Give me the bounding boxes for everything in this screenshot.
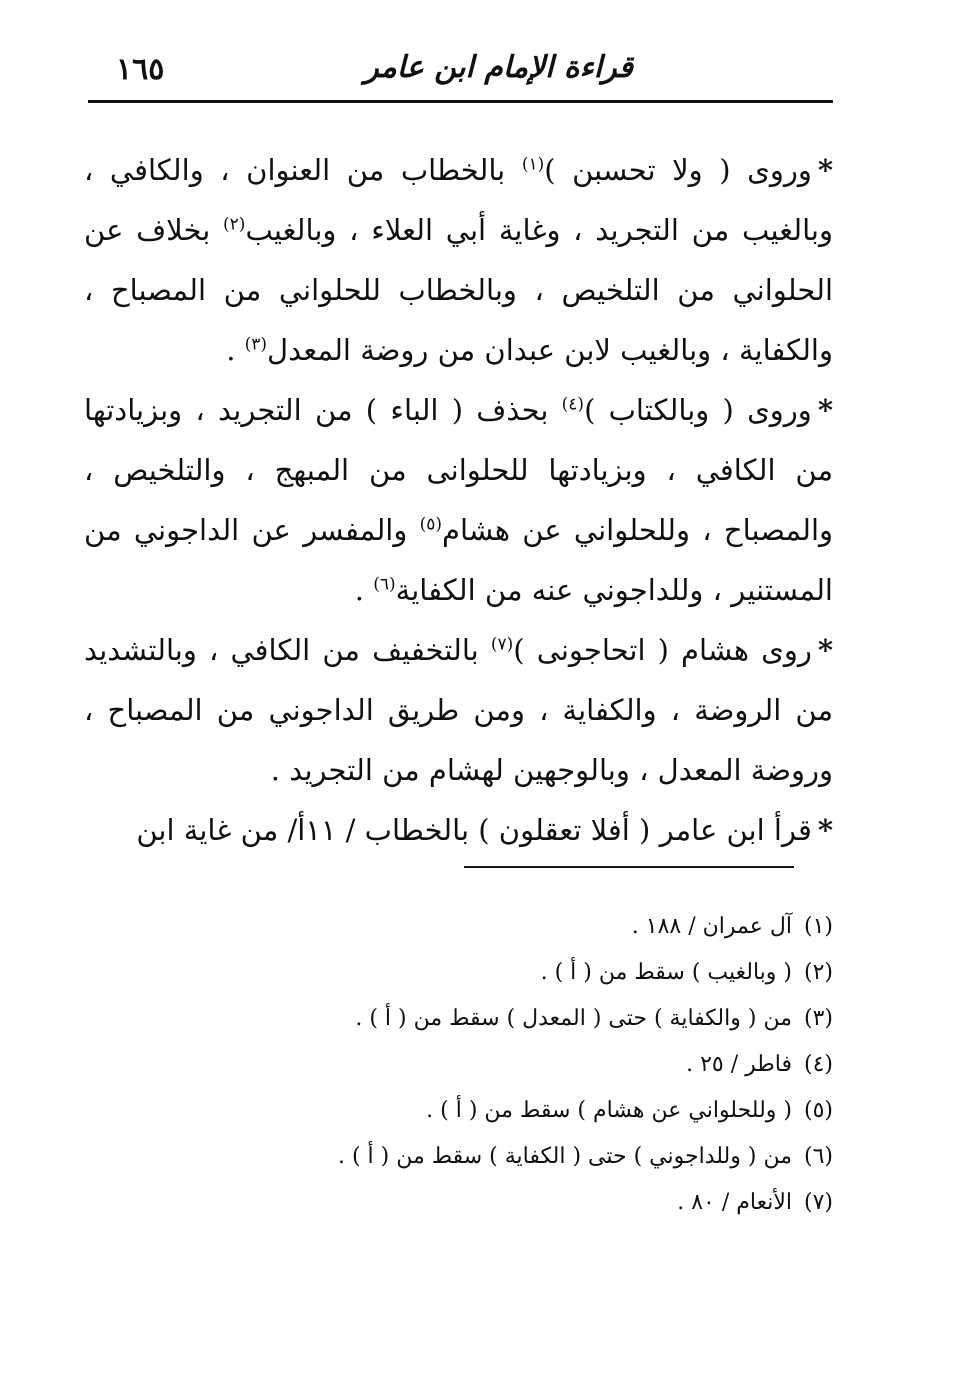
text-segment: والمفسر عن الداجوني من المستنير ، وللداجوني عنه من الكفاية	[84, 513, 833, 607]
footnote-text: ( وللحلواني عن هشام ) سقط من ( أ ) .	[426, 1098, 792, 1123]
footnote-item	[200, 1088, 833, 1134]
footnote-reference: (٦)	[373, 574, 396, 595]
paragraph-marker: *	[817, 153, 834, 187]
text-segment: .	[226, 333, 245, 367]
footnote-text: فاطر / ٢٥ .	[686, 1052, 792, 1077]
footnote-number: (٧)	[803, 1190, 833, 1215]
footnote-reference: (٥)	[419, 514, 443, 535]
footnote-item	[200, 950, 833, 996]
footnote-reference: (٤)	[561, 394, 585, 415]
paragraph-marker: *	[817, 393, 833, 427]
footnote-reference: (١)	[521, 154, 545, 175]
footnote-number: (٢)	[803, 960, 833, 985]
footnote-item	[200, 1134, 833, 1180]
text-segment: .	[354, 573, 374, 607]
text-segment: بخلاف عن الحلواني من التلخيص ، وبالخطاب للحلواني من المصباح ، والكفاية ، وبالغيب لابن عبدان من روضة المعدل	[84, 213, 833, 367]
paragraph	[84, 620, 833, 800]
main-text	[84, 140, 833, 860]
footnote-number: (٥)	[803, 1098, 833, 1123]
footnote-number: (٤)	[803, 1052, 833, 1077]
footnote-item	[200, 1180, 833, 1226]
text-segment: بالخطاب من العنوان ، والكافي ، وبالغيب من التجريد ، وغاية أبي العلاء ، وبالغيب	[84, 153, 833, 247]
running-title: قراءة الإمام ابن عامر	[364, 50, 633, 85]
footnote-item	[200, 904, 833, 950]
footnote-text: الأنعام / ٨٠ .	[677, 1190, 792, 1215]
text-segment: قرأ ابن عامر ( أفلا تعقلون ) بالخطاب / ١١أ/ من غاية ابن	[136, 813, 812, 847]
text-segment: بحذف ( الباء ) من التجريد ، وبزيادتها من الكافي ، وبزيادتها للحلوانى من المبهج ، والتلخيص ، والمصباح ، وللحلواني عن هشام	[84, 393, 834, 547]
footnote-text: من ( والكفاية ) حتى ( المعدل ) سقط من ( أ ) .	[355, 1006, 792, 1031]
paragraph-marker: *	[817, 633, 833, 667]
footnote-number: (٣)	[803, 1006, 833, 1031]
footnote-item	[200, 996, 833, 1042]
footnote-separator	[464, 866, 794, 868]
footnote-text: ( وبالغيب ) سقط من ( أ ) .	[540, 960, 792, 985]
paragraph	[84, 380, 833, 620]
text-segment: وروى ( ولا تحسبن )	[544, 153, 812, 187]
paragraph	[84, 140, 833, 380]
paragraph-marker: *	[817, 813, 833, 847]
footnotes-list	[200, 904, 833, 1226]
paragraph	[84, 800, 833, 860]
header-rule	[88, 100, 833, 103]
footnote-text: آل عمران / ١٨٨ .	[631, 914, 792, 939]
text-segment: وروى ( وبالكتاب )	[584, 393, 812, 427]
footnote-number: (٦)	[803, 1144, 833, 1169]
footnote-item	[200, 1042, 833, 1088]
text-segment: بالتخفيف من الكافي ، وبالتشديد من الروضة ، والكفاية ، ومن طريق الداجوني من المصباح ، وروضة المعدل ، وبالوجهين لهشام من التجريد .	[84, 633, 833, 787]
page-header	[88, 44, 833, 100]
text-segment: روى هشام ( اتحاجونى )	[513, 633, 812, 667]
footnote-text: من ( وللداجوني ) حتى ( الكفاية ) سقط من ( أ ) .	[337, 1144, 792, 1169]
footnote-number: (١)	[803, 914, 833, 939]
footnote-reference: (٣)	[244, 334, 268, 355]
footnote-reference: (٧)	[490, 634, 514, 655]
footnote-reference: (٢)	[223, 214, 246, 235]
page-number: ١٦٥	[116, 52, 165, 87]
